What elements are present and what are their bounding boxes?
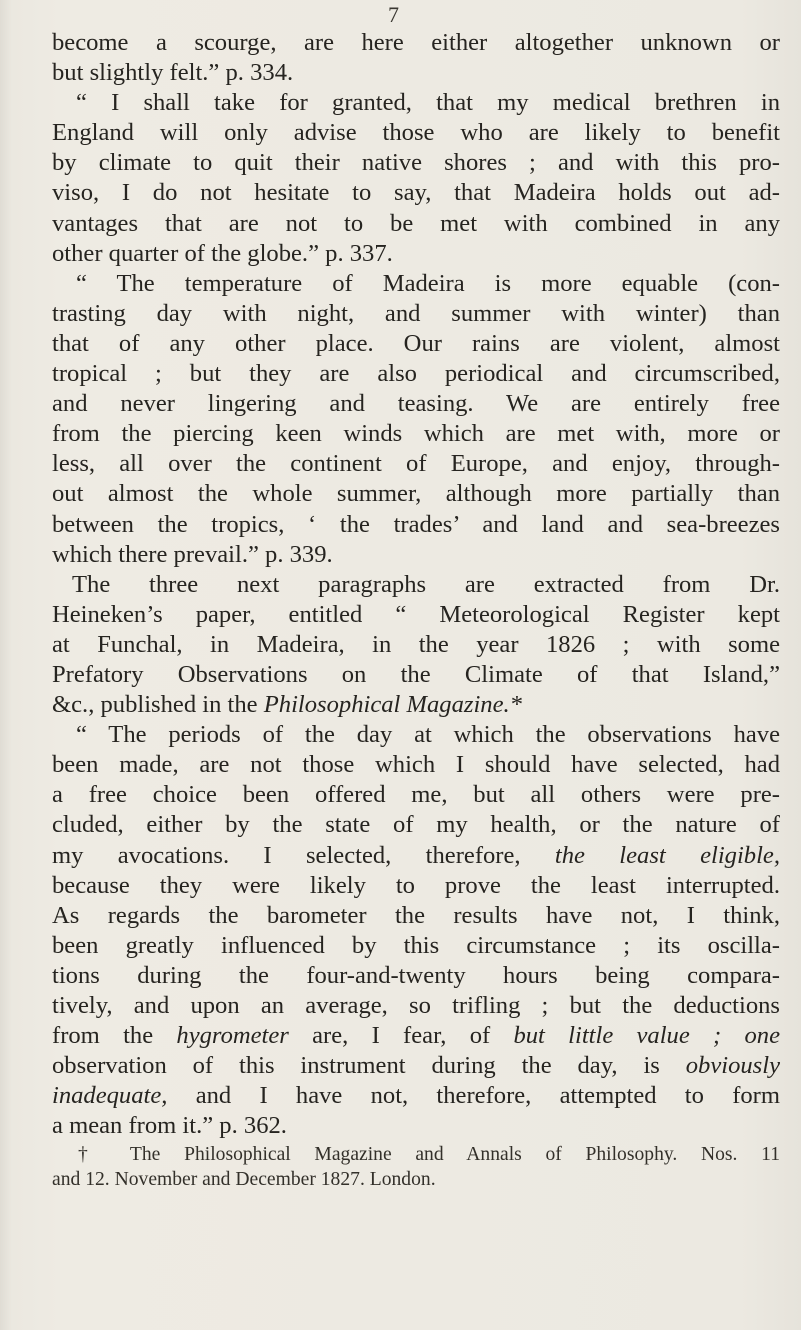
text-line: been greatly influenced by this circumstance ; its oscilla-	[52, 931, 780, 959]
text-line: but slightly felt.” p. 334.	[52, 59, 294, 87]
text-line: Prefatory Observations on the Climate of that Island,”	[52, 660, 780, 688]
text-run: and I have not, therefore, attempted to form	[167, 1082, 780, 1110]
text-line: vantages that are not to be met with combined in any	[52, 209, 780, 237]
text-line: between the tropics, ‘ the trades’ and land and sea-breezes	[52, 510, 780, 538]
text-line: that of any other place. Our rains are violent, almost	[52, 329, 780, 357]
text-line: The three next paragraphs are extracted from Dr.	[72, 570, 780, 598]
text-line: “ The periods of the day at which the observations have	[76, 721, 780, 749]
footnote-line: and 12. November and December 1827. London.	[52, 1169, 436, 1190]
footnote-line: † The Philosophical Magazine and Annals of Philosophy. Nos. 11	[78, 1144, 780, 1165]
text-line	[52, 841, 780, 871]
text-run: observation of this instrument during the day, is	[52, 1052, 686, 1080]
text-line: cluded, either by the state of my health, or the nature of	[52, 811, 780, 839]
text-line: “ I shall take for granted, that my medical brethren in	[76, 89, 780, 117]
text-line: England will only advise those who are likely to benefit	[52, 119, 780, 147]
text-line: “ The temperature of Madeira is more equable (con-	[76, 269, 780, 297]
italic-phrase: but little value ; one	[513, 1022, 781, 1050]
text-line: been made, are not those which I should have selected, had	[52, 751, 780, 779]
italic-phrase: the least eligible,	[554, 841, 780, 869]
italic-phrase: hygrometer	[176, 1022, 289, 1050]
text-line: tively, and upon an average, so trifling ; but the deductions	[52, 992, 780, 1019]
text-line: Heineken’s paper, entitled “ Meteorological Register kept	[52, 600, 780, 628]
text-line: a free choice been offered me, but all others were pre-	[52, 781, 780, 809]
text-line: trasting day with night, and summer with winter) than	[52, 299, 780, 327]
text-line: less, all over the continent of Europe, and enjoy, through-	[52, 450, 780, 478]
text-line: and never lingering and teasing. We are entirely free	[52, 390, 780, 418]
text-line: As regards the barometer the results have not, I think,	[52, 901, 780, 929]
text-line	[52, 1021, 780, 1051]
text-run: my avocations. I selected, therefore,	[52, 841, 555, 869]
text-line: tions during the four-and-twenty hours being compara-	[52, 961, 780, 989]
page-number: 7	[388, 2, 399, 27]
text-line: at Funchal, in Madeira, in the year 1826 ; with some	[52, 630, 780, 658]
body-text	[52, 28, 780, 1141]
text-line: tropical ; but they are also periodical and circumscribed,	[52, 360, 780, 388]
text-run: &c., published in the	[52, 691, 264, 719]
text-line: because they were likely to prove the least interrupted.	[52, 871, 780, 899]
text-line: out almost the whole summer, although more partially than	[52, 480, 780, 508]
text-run: from the	[52, 1022, 177, 1050]
text-line: a mean from it.” p. 362.	[52, 1112, 287, 1140]
text-run: are, I fear, of	[288, 1022, 514, 1050]
text-line: by climate to quit their native shores ; and with this pro-	[52, 149, 780, 177]
footnote	[52, 1142, 780, 1192]
text-line: from the piercing keen winds which are met with, more or	[52, 420, 780, 448]
text-line: other quarter of the globe.” p. 337.	[52, 239, 393, 267]
text-line: become a scourge, are here either altogether unknown or	[52, 29, 780, 56]
italic-title: Philosophical Magazine.*	[263, 691, 522, 719]
italic-phrase: inadequate,	[52, 1082, 168, 1110]
text-line	[52, 690, 780, 720]
text-line: which there prevail.” p. 339.	[52, 540, 333, 568]
text-line	[52, 1081, 780, 1111]
italic-phrase: obviously	[685, 1052, 780, 1080]
text-line	[52, 1051, 780, 1081]
text-line: viso, I do not hesitate to say, that Madeira holds out ad-	[52, 179, 780, 207]
